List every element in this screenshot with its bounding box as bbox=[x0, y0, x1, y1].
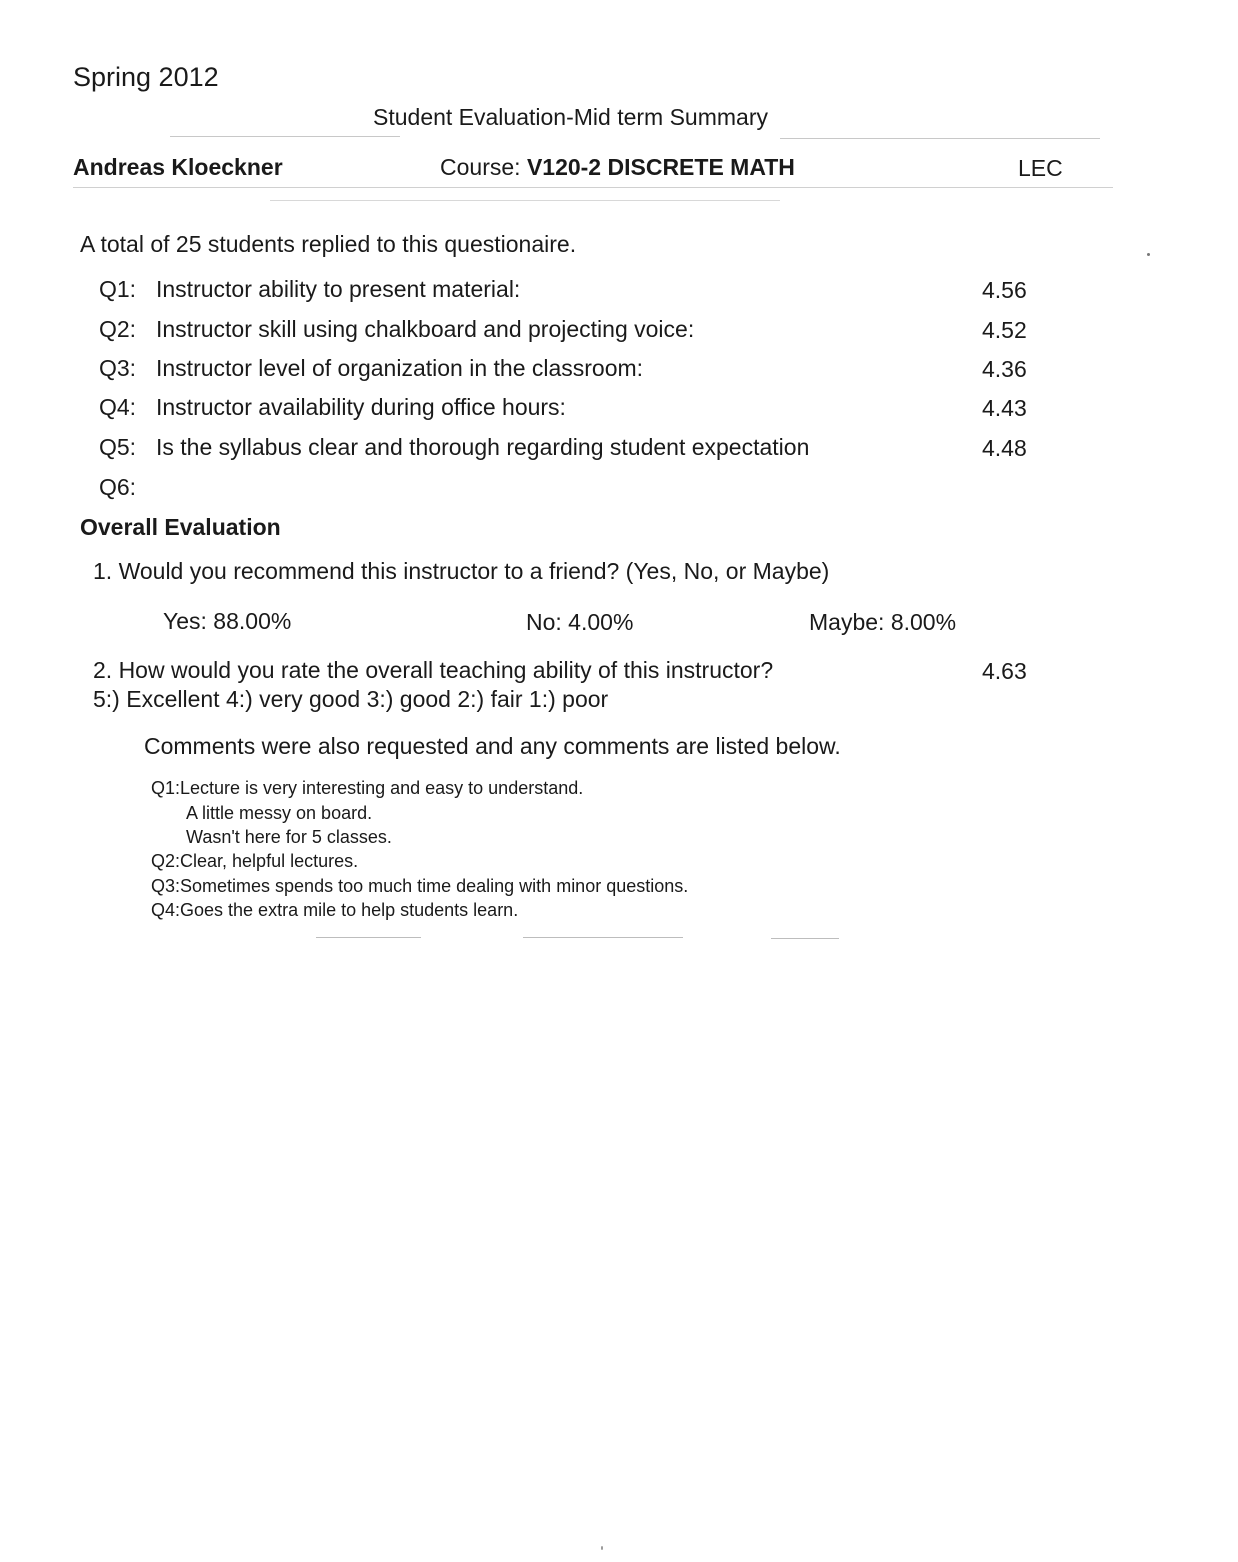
recommend-no-percent: No: 4.00% bbox=[526, 609, 634, 635]
comment-line: Q1:Lecture is very interesting and easy to understand. bbox=[151, 778, 584, 798]
response-total: A total of 25 students replied to this questionaire. bbox=[80, 231, 577, 257]
question-label: Q4: bbox=[99, 394, 137, 420]
question-score: 4.56 bbox=[982, 277, 1027, 303]
comment-line: Q2:Clear, helpful lectures. bbox=[151, 851, 359, 871]
question-text: Is the syllabus clear and thorough regarding student expectation bbox=[156, 434, 810, 460]
comment-line: A little messy on board. bbox=[186, 803, 373, 823]
course-code: V120-2 DISCRETE MATH bbox=[526, 154, 795, 180]
course-info bbox=[440, 154, 795, 181]
comment-line: Q4:Goes the extra mile to help students learn. bbox=[151, 900, 519, 920]
rating-scale: 5:) Excellent 4:) very good 3:) good 2:) fair 1:) poor bbox=[93, 686, 609, 712]
question-score: 4.36 bbox=[982, 356, 1027, 382]
question-score: 4.52 bbox=[982, 317, 1027, 343]
question-text: Instructor skill using chalkboard and projecting voice: bbox=[156, 316, 695, 342]
comment-line: Q3:Sometimes spends too much time dealing with minor questions. bbox=[151, 876, 689, 896]
section-type: LEC bbox=[1018, 155, 1063, 181]
scan-speck bbox=[601, 1546, 603, 1550]
question-text: Instructor availability during office hours: bbox=[156, 394, 566, 420]
overall-evaluation-heading: Overall Evaluation bbox=[80, 514, 281, 540]
instructor-name: Andreas Kloeckner bbox=[73, 154, 283, 180]
semester: Spring 2012 bbox=[73, 62, 219, 92]
question-label: Q5: bbox=[99, 434, 137, 460]
footer-rule-3 bbox=[771, 938, 839, 939]
question-label: Q6: bbox=[99, 474, 137, 500]
question-text: Instructor ability to present material: bbox=[156, 276, 521, 302]
overall-rating-score: 4.63 bbox=[982, 658, 1027, 684]
recommend-yes-percent: Yes: 88.00% bbox=[163, 608, 292, 634]
footer-rule-1 bbox=[316, 937, 421, 938]
overall-rating-question: 2. How would you rate the overall teaching ability of this instructor? bbox=[93, 657, 774, 683]
scan-speck bbox=[1147, 253, 1150, 256]
header-rule-top-right bbox=[780, 138, 1100, 139]
footer-rule-2 bbox=[523, 937, 683, 938]
question-label: Q3: bbox=[99, 355, 137, 381]
question-label: Q1: bbox=[99, 276, 137, 302]
question-score: 4.43 bbox=[982, 395, 1027, 421]
question-text: Instructor level of organization in the classroom: bbox=[156, 355, 644, 381]
course-prefix: Course: bbox=[440, 154, 521, 180]
header-rule-top bbox=[170, 136, 400, 137]
header-rule-bottom-2 bbox=[270, 200, 780, 201]
question-label: Q2: bbox=[99, 316, 137, 342]
header-rule-bottom bbox=[73, 187, 1113, 188]
question-score: 4.48 bbox=[982, 435, 1027, 461]
document-title: Student Evaluation-Mid term Summary bbox=[373, 104, 768, 130]
recommend-question: 1. Would you recommend this instructor to a friend? (Yes, No, or Maybe) bbox=[93, 558, 830, 584]
recommend-maybe-percent: Maybe: 8.00% bbox=[809, 609, 957, 635]
comment-line: Wasn't here for 5 classes. bbox=[186, 827, 392, 847]
comments-intro: Comments were also requested and any comments are listed below. bbox=[144, 733, 841, 759]
